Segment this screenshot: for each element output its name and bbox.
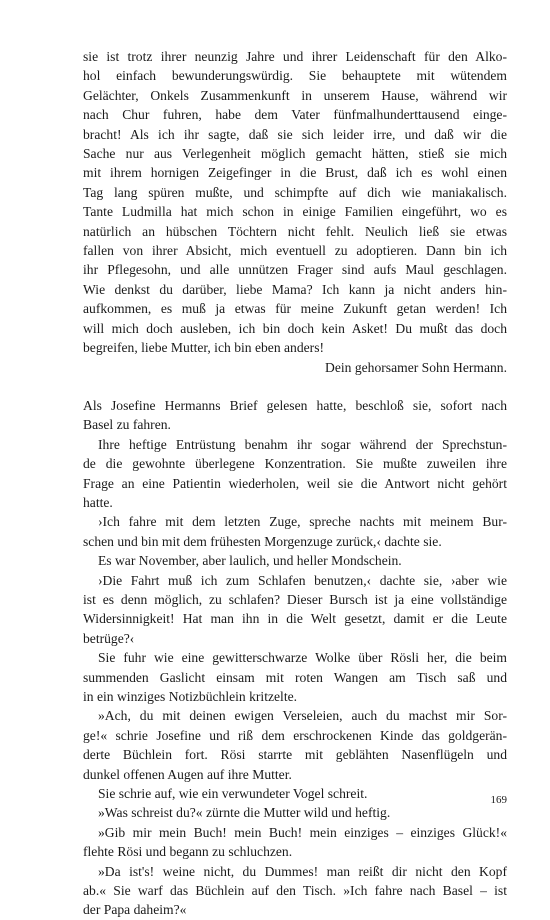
text-line: Frage an eine Patientin wiederholen, weil sie die Antwort nicht gehört	[83, 475, 507, 491]
text-line: »Da ist's! weine nicht, du Dummes! man reißt dir nicht den Kopf	[98, 863, 507, 879]
text-line: dunkel offenen Augen auf ihre Mutter.	[83, 766, 292, 782]
text-line: aufkommen, es muß ja etwas für meine Zukunft getan werden! Ich	[83, 301, 507, 317]
text-line: nach Chur fuhren, habe dem Vater fünfmalhunderttausend einge-	[83, 107, 507, 123]
text-line: ge!« schrie Josefine und riß dem erschrockenen Kinde das goldgerän-	[83, 727, 507, 743]
text-line: der Papa daheim?«	[83, 902, 187, 918]
text-line: summenden Gaslicht einsam mit roten Wangen am Tisch saß und	[83, 669, 507, 685]
text-line: Sache nur aus Verlegenheit möglich gemacht hätten, stieß sie mich	[83, 146, 507, 162]
text-line: Basel zu fahren.	[83, 417, 171, 433]
text-line: Es war November, aber laulich, und heller Mondschein.	[98, 553, 402, 569]
text-line: Tag lang spüren mußte, und schimpfte auf dich wie maniakalisch.	[83, 184, 507, 200]
text-line: Als Josefine Hermanns Brief gelesen hatte, beschloß sie, sofort nach	[83, 397, 507, 413]
text-line: Widersinnigkeit! Hat man ihn in die Welt gesetzt, damit er die Leute	[83, 611, 507, 627]
letter-signature: Dein gehorsamer Sohn Hermann.	[325, 359, 507, 375]
text-line: ist es denn möglich, zu schlafen? Dieser Bursch ist ja eine vollständige	[83, 591, 507, 607]
page-number: 169	[490, 794, 507, 806]
text-line: schen und bin mit dem frühesten Morgenzuge zurück,‹ dachte sie.	[83, 533, 442, 549]
text-line: ›Ich fahre mit dem letzten Zuge, spreche nachts mit meinem Bur-	[98, 514, 507, 530]
text-line: Gelächter, Onkels Zusammenkunft in unserem Hause, während wir	[83, 87, 507, 103]
text-line: sie ist trotz ihrer neunzig Jahre und ihrer Leidenschaft für den Alko-	[83, 49, 507, 64]
text-line: begreifen, liebe Mutter, ich bin eben anders!	[83, 340, 325, 356]
text-line: ihr Pflegesohn, und alle unnützen Frager sind aufs Maul geschlagen.	[83, 262, 507, 278]
text-line: betrüge?‹	[83, 630, 135, 646]
text-line: ab.« Sie warf das Büchlein auf den Tisch. »Ich fahre nach Basel – ist	[83, 883, 507, 899]
text-line: hol einfach bewunderungswürdig. Sie behauptete mit wütendem	[83, 68, 507, 84]
text-line: bracht! Als ich ihr sagte, daß sie sich leider irre, und daß wir die	[83, 126, 507, 142]
text-line: will mich doch ausleben, ich bin doch kein Asket! Du mußt das doch	[83, 320, 507, 336]
text-line: hatte.	[83, 494, 113, 510]
text-line: de die gewohnte überlegene Konzentration. Sie mußte zuweilen ihre	[83, 456, 507, 472]
text-line: mit ihrem hornigen Zeigefinger in die Brust, daß ich es wohl einen	[83, 165, 507, 181]
text-line: derte Büchlein fort. Rösi starrte mit geblähten Nasenflügeln und	[83, 747, 507, 763]
text-line: »Was schreist du?« zürnte die Mutter wild und heftig.	[98, 805, 391, 821]
text-line: Sie schrie auf, wie ein verwundeter Vogel schreit.	[98, 786, 368, 802]
text-line: »Gib mir mein Buch! mein Buch! mein einziges – einziges Glück!«	[98, 824, 507, 840]
text-line: in ein winziges Notizbüchlein kritzelte.	[83, 689, 298, 704]
narrative-body	[83, 396, 507, 920]
text-line: Tante Ludmilla hat mich schon in einige Familien eingeführt, wo es	[83, 204, 507, 220]
text-line: fallen von ihrer Absicht, mich eventuell zu adoptieren. Dann bin ich	[83, 243, 507, 259]
page-text	[83, 47, 507, 920]
paragraph-gap	[83, 377, 507, 396]
text-line: flehte Rösi und begann zu schluchzen.	[83, 844, 293, 860]
text-line: natürlich an hübschen Töchtern nicht fehlt. Neulich ließ sie etwas	[83, 223, 507, 239]
text-line: Sie fuhr wie eine gewitterschwarze Wolke über Rösli her, die beim	[98, 650, 507, 666]
text-line: Ihre heftige Entrüstung benahm ihr sogar während der Sprechstun-	[98, 436, 507, 452]
text-line: »Ach, du mit deinen ewigen Verseleien, auch du machst mir Sor-	[98, 708, 507, 724]
letter-paragraph	[83, 47, 507, 377]
text-line: ›Die Fahrt muß ich zum Schlafen benutzen,‹ dachte sie, ›aber wie	[98, 572, 507, 588]
text-line: Wie denkst du darüber, liebe Mama? Ich kann ja nicht anders hin-	[83, 281, 507, 297]
